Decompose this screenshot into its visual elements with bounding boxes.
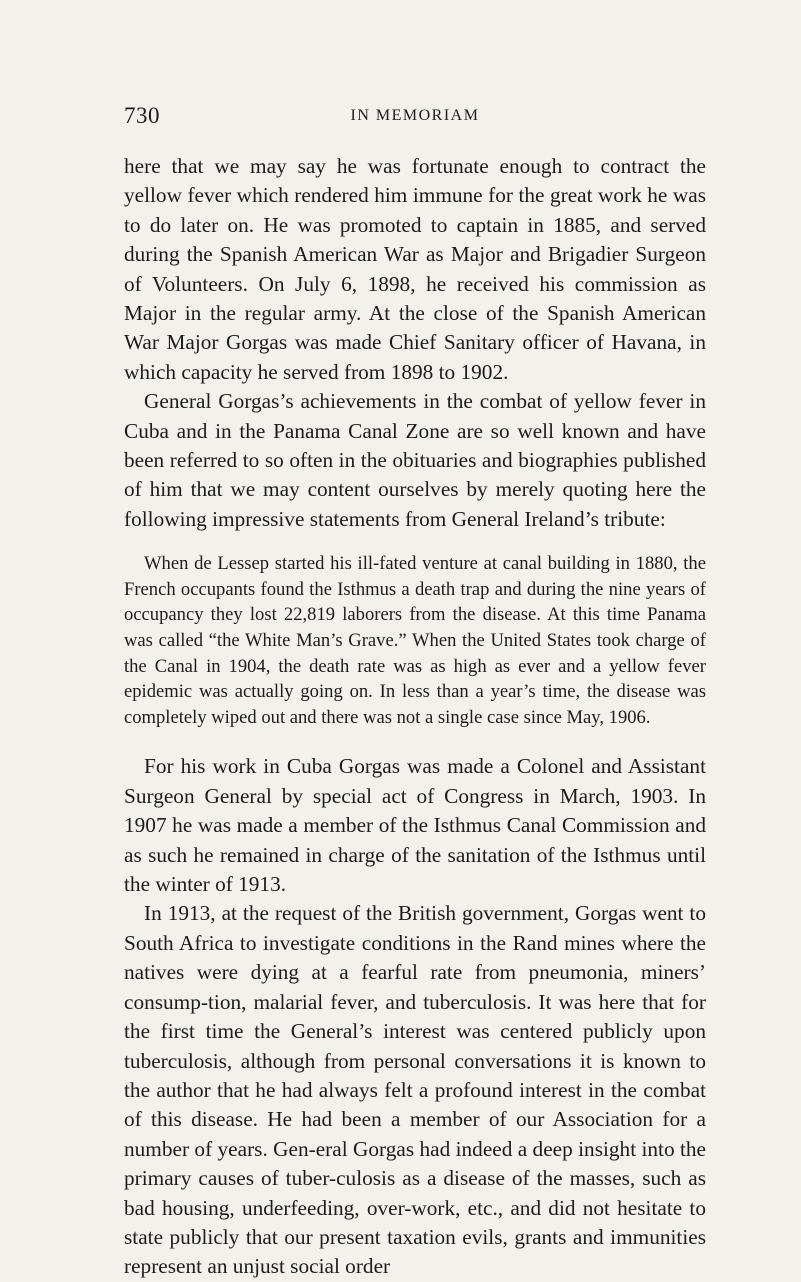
body-text (124, 152, 706, 1282)
paragraph-4: In 1913, at the request of the British government, Gorgas went to South Africa to investigate conditions in the Rand mines where the natives were dying at a fearful rate from pneumonia, miners’ consump-tion, malarial fever, and tuberculosis. It was here that for the first time the General’s interest was centered publicly upon tuberculosis, although from personal conversations it is known to the author that he had always felt a profound interest in the combat of this disease. He had been a member of our Association for a number of years. Gen-eral Gorgas had indeed a deep insight into the primary causes of tuber-culosis as a disease of the masses, such as bad housing, underfeeding, over-work, etc., and did not hesitate to state publicly that our present taxation evils, grants and immunities represent an unjust social order (124, 901, 706, 1279)
running-head-title: IN MEMORIAM (350, 107, 480, 124)
block-quote: When de Lessep started his ill-fated venture at canal building in 1880, the French occupants found the Isthmus a death trap and during the nine years of occupancy they lost 22,819 laborers from the disease. At this time Panama was called “the White Man’s Grave.” When the United States took charge of the Canal in 1904, the death rate was as high as ever and a yellow fever epidemic was actually going on. In less than a year’s time, the disease was completely wiped out and there was not a single case since May, 1906. (124, 553, 706, 728)
paragraph-3: For his work in Cuba Gorgas was made a Colonel and Assistant Surgeon General by special act of Congress in March, 1903. In 1907 he was made a member of the Isthmus Canal Commission and as such he remained in charge of the sanitation of the Isthmus until the winter of 1913. (124, 754, 706, 897)
running-head (124, 103, 706, 133)
paragraph-2: General Gorgas’s achievements in the combat of yellow fever in Cuba and in the Panama Canal Zone are so well known and have been referred to so often in the obituaries and biographies published of him that we may content ourselves by merely quoting here the following impressive statements from General Ireland’s tribute: (124, 389, 706, 531)
paragraph-1: here that we may say he was fortunate enough to contract the yellow fever which rendered him immune for the great work he was to do later on. He was promoted to captain in 1885, and served during the Spanish American War as Major and Brigadier Surgeon of Volunteers. On July 6, 1898, he received his commission as Major in the regular army. At the close of the Spanish American War Major Gorgas was made Chief Sanitary officer of Havana, in which capacity he served from 1898 to 1902. (124, 154, 706, 384)
page-number: 730 (124, 103, 160, 128)
